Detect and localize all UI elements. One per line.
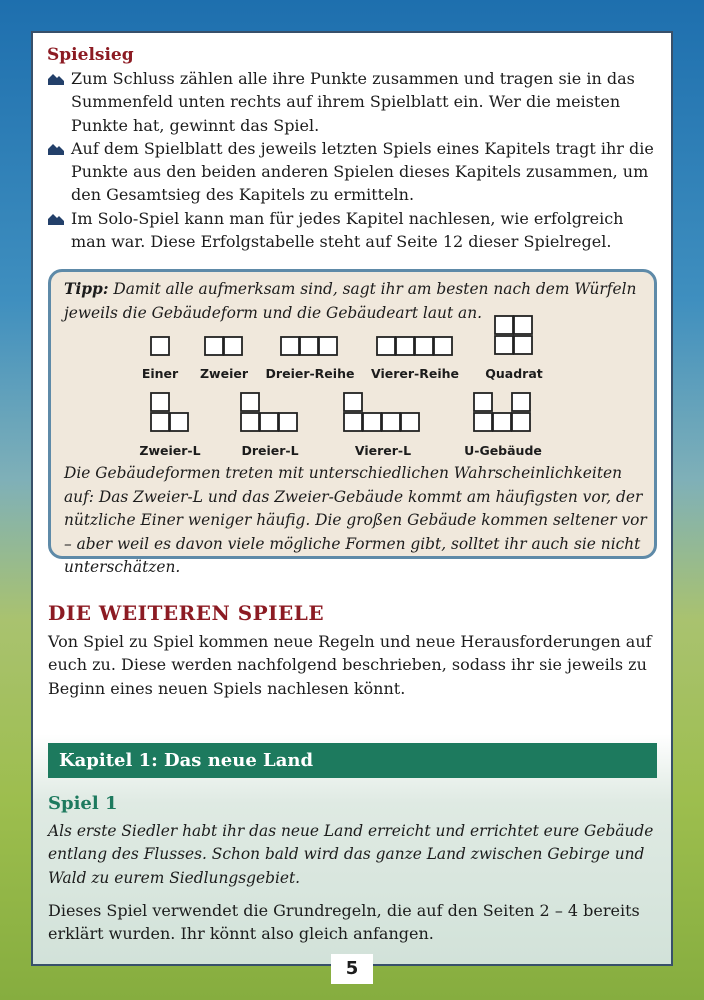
shape-label: U-Gebäude [464,443,542,458]
shape-label: Quadrat [485,366,543,381]
spielsieg-list [47,67,659,253]
shape-label: Vierer-Reihe [371,366,459,381]
shape-quadrat [494,315,534,356]
list-item: Zum Schluss zählen alle ihre Punkte zusammen und tragen sie in das Summenfeld unten rechts auf ihrem Spielblatt ein. Wer die meisten Punkte hat, gewinnt das Spiel. [47,67,659,137]
tip-box [48,269,657,576]
house-bullet-icon [47,212,65,226]
shape-vierer-l [343,392,423,433]
spielsieg-section [47,43,659,253]
list-item: Auf dem Spielblatt des jeweils letzten Spiels eines Kapitels tragt ihr die Punkte aus den beiden anderen Spielen dieses Kapitels zusammen, um den Gesamtsieg des Kapitels zu ermitteln. [47,137,659,207]
shape-dreier-l [240,392,300,433]
chapter-banner: Kapitel 1: Das neue Land [48,743,657,778]
shape-zweier-l [150,392,190,433]
spiel-rules: Dieses Spiel verwendet die Grundregeln, die auf den Seiten 2 – 4 bereits erklärt wurden. Ihr könnt also gleich anfangen. [48,901,640,944]
shape-dreier-reihe [280,336,340,356]
tip-body: Damit alle aufmerksam sind, sagt ihr am besten nach dem Würfeln jeweils die Gebäudeform und die Gebäudeart laut an. [64,280,637,322]
tip-footer: Die Gebäudeformen treten mit unterschiedlichen Wahrscheinlichkeiten auf: Das Zweier-L und das Zweier-Gebäude kommt am häufigsten vor, der nützliche Einer weniger häufig. Die großen Gebäude kommen seltener vor – aber weil es davon viele mögliche Formen gibt, solltet ihr auch sie nicht unterschätzen. [64,464,647,576]
building-shapes [51,328,654,468]
shape-zweier [204,336,244,356]
page-sheet [31,31,673,966]
page-number: 5 [331,954,373,984]
tip-text [64,278,641,325]
shape-vierer-reihe [376,336,456,356]
list-item: Im Solo-Spiel kann man für jedes Kapitel nachlesen, wie erfolgreich man war. Diese Erfolgstabelle steht auf Seite 12 dieser Spielregel. [47,207,659,254]
shape-label: Zweier-L [139,443,201,458]
shape-label: Zweier [199,366,249,381]
weitere-heading: DIE WEITEREN SPIELE [48,601,325,625]
spielsieg-heading: Spielsieg [47,45,134,65]
shape-label: Dreier-L [241,443,299,458]
house-bullet-icon [47,142,65,156]
house-bullet-icon [47,72,65,86]
shape-einer [150,336,170,356]
weitere-text: Von Spiel zu Spiel kommen neue Regeln und neue Herausforderungen auf euch zu. Diese werden nachfolgend beschrieben, sodass ihr sie jeweils zu Beginn eines neuen Spiels nachlesen könnt. [48,632,652,698]
shape-label: Dreier-Reihe [265,366,355,381]
spiel-heading: Spiel 1 [48,793,118,814]
tip-lead: Tipp: [64,280,109,298]
shape-u-gebaeude [473,392,533,433]
spiel-story: Als erste Siedler habt ihr das neue Land erreicht und errichtet eure Gebäude entlang des Flusses. Schon bald wird das ganze Land zwischen Gebirge und Wald zu eurem Siedlungsgebiet. [48,822,654,887]
shape-label: Einer [141,366,179,381]
shape-label: Vierer-L [354,443,412,458]
